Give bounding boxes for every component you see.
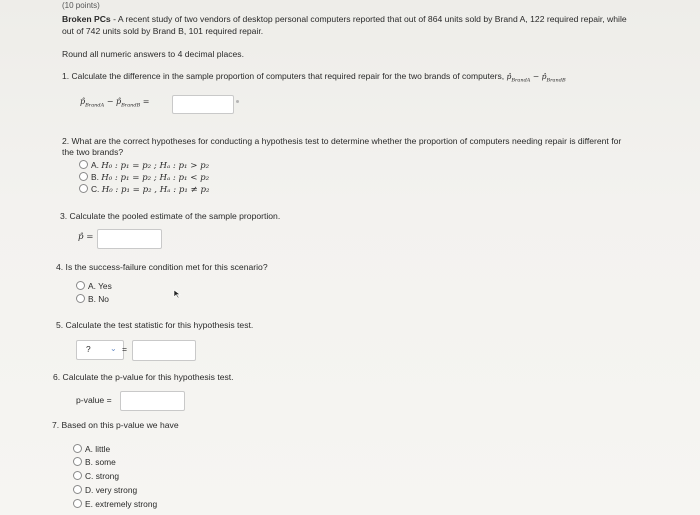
q7-option-c-text: strong — [95, 471, 119, 481]
q2-option-c-text: H₀ : p₁ = p₂ , Hₐ : p₁ ≠ p₂ — [101, 185, 210, 195]
radio-icon[interactable] — [73, 457, 82, 466]
q4-option-b-letter: B. — [88, 294, 96, 304]
q7-option-d-letter: D. — [85, 485, 94, 495]
q7-option-d-text: very strong — [95, 485, 138, 495]
q7-text: 7. Based on this p-value we have — [52, 420, 179, 430]
radio-icon[interactable] — [73, 444, 82, 453]
q3-answer-input[interactable] — [97, 229, 162, 249]
q7-option-a[interactable] — [73, 444, 110, 454]
q1-prompt: 1. Calculate the difference in the sample proportion of computers that required repair for the two brands of computers, — [62, 71, 505, 81]
q1-text — [62, 71, 566, 87]
radio-icon[interactable] — [79, 160, 88, 169]
q4-option-b-text: No — [98, 294, 109, 304]
q5-statistic-select[interactable] — [76, 340, 124, 360]
rounding-note: Round all numeric answers to 4 decimal places. — [62, 49, 244, 59]
q5-equals: = — [122, 344, 128, 354]
q7-option-e-text: extremely strong — [95, 499, 158, 509]
q7-option-c[interactable] — [73, 471, 119, 481]
q6-answer-input[interactable] — [120, 391, 185, 411]
q7-option-d[interactable] — [73, 485, 137, 495]
q4-option-a[interactable] — [76, 281, 112, 291]
q2-option-b-letter: B. — [91, 172, 99, 182]
points-label: (10 points) — [62, 1, 100, 10]
problem-intro — [62, 14, 627, 25]
q4-option-a-text: Yes — [98, 281, 112, 291]
q4-option-a-letter: A. — [88, 281, 96, 291]
q2-text-1: 2. What are the correct hypotheses for conducting a hypothesis test to determine whether the proportion of computers needing repair is different for — [62, 136, 622, 146]
q7-option-a-text: little — [95, 444, 111, 454]
q7-option-b[interactable] — [73, 457, 116, 467]
q2-option-a-text: H₀ : p₁ = p₂ ; Hₐ : p₁ > p₂ — [101, 161, 210, 171]
problem-title: Broken PCs — [62, 14, 111, 24]
q7-option-b-letter: B. — [85, 457, 93, 467]
q5-select-value: ? — [86, 344, 91, 354]
q2-option-a[interactable] — [79, 160, 209, 171]
q2-text-2: the two brands? — [62, 147, 124, 157]
intro-text-1: - A recent study of two vendors of desktop personal computers reported that out of 864 units sold by Brand A, 122 required repair, while — [110, 14, 627, 24]
q5-text: 5. Calculate the test statistic for this hypothesis test. — [56, 320, 254, 330]
q4-text: 4. Is the success-failure condition met for this scenario? — [56, 262, 268, 272]
q1-inline-formula: $p̂_{BrandA}$ − $p̂_{BrandB}$ — [506, 72, 566, 84]
q6-label: p-value = — [76, 395, 112, 405]
q5-answer-input[interactable] — [132, 340, 196, 361]
q2-option-b-text: H₀ : p₁ = p₂ ; Hₐ : p₁ < p₂ — [101, 173, 210, 183]
q3-label: p̂ = — [78, 232, 94, 242]
q4-option-b[interactable] — [76, 294, 109, 304]
radio-icon[interactable] — [79, 172, 88, 181]
q7-option-a-letter: A. — [85, 444, 93, 454]
radio-icon[interactable] — [76, 281, 85, 290]
radio-icon[interactable] — [79, 184, 88, 193]
radio-icon[interactable] — [76, 294, 85, 303]
q2-option-b[interactable] — [79, 172, 209, 183]
radio-icon[interactable] — [73, 471, 82, 480]
q7-option-b-text: some — [95, 457, 116, 467]
q2-option-c-letter: C. — [91, 184, 100, 194]
q1-status-dot — [236, 100, 239, 103]
q7-option-c-letter: C. — [85, 471, 94, 481]
q7-option-e-letter: E. — [85, 499, 93, 509]
q2-option-c[interactable] — [79, 184, 209, 195]
chevron-down-icon: ⌄ — [110, 344, 117, 353]
intro-text-2: out of 742 units sold by Brand B, 101 required repair. — [62, 26, 264, 36]
q3-text: 3. Calculate the pooled estimate of the sample proportion. — [60, 211, 281, 221]
q7-option-e[interactable] — [73, 499, 157, 509]
mouse-cursor-icon — [173, 289, 181, 299]
radio-icon[interactable] — [73, 485, 82, 494]
q2-option-a-letter: A. — [91, 160, 99, 170]
q1-answer-input[interactable] — [172, 95, 234, 114]
q1-formula-label: $p̂_{BrandA}$ − $p̂_{BrandB}$ = — [80, 97, 150, 109]
radio-icon[interactable] — [73, 499, 82, 508]
q6-text: 6. Calculate the p-value for this hypothesis test. — [53, 372, 234, 382]
